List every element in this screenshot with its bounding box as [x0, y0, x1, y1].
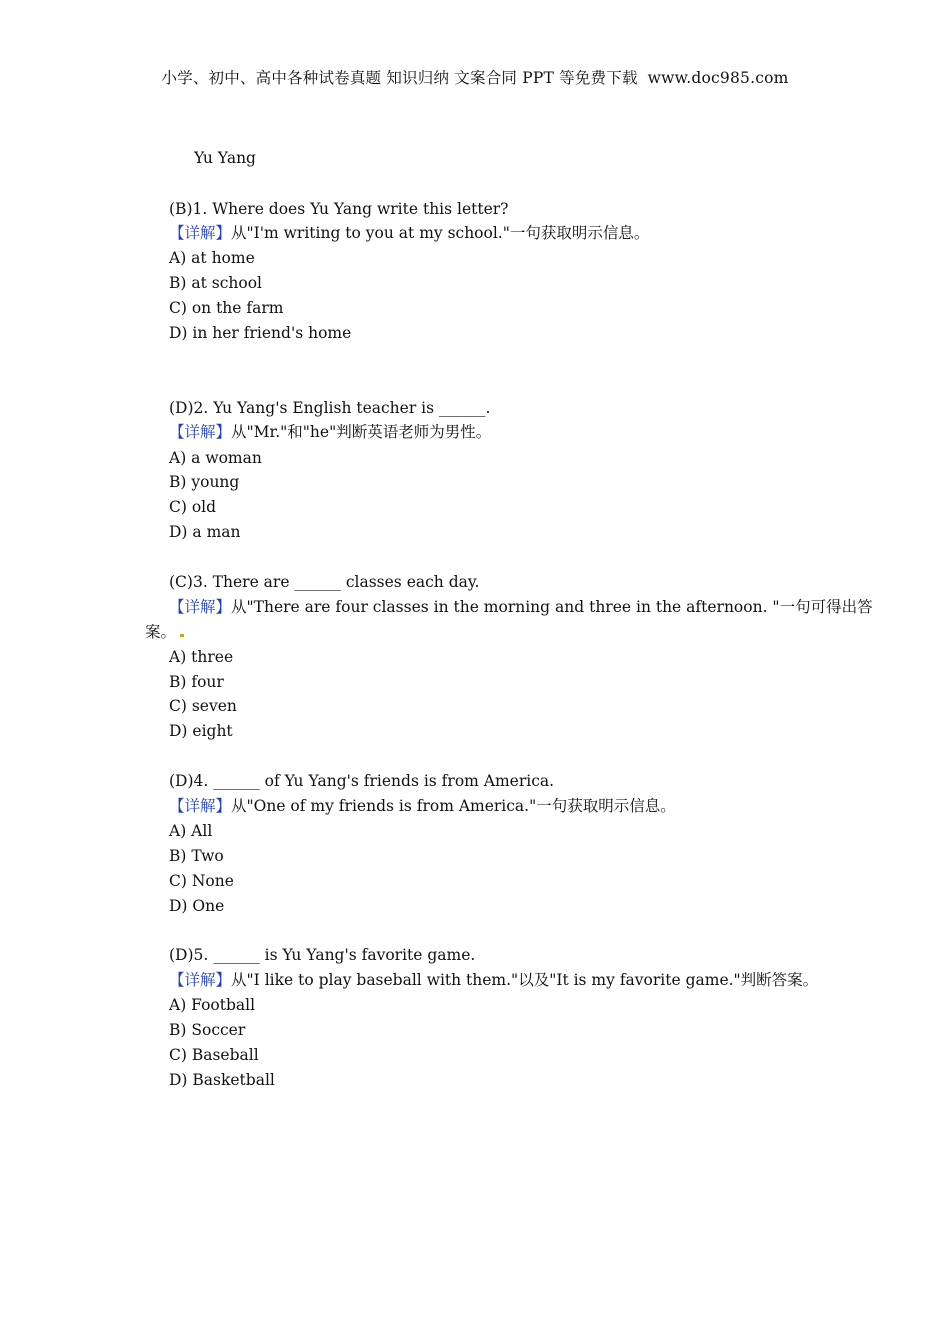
explanation-tag: 【详解】 — [169, 797, 232, 815]
explanation-text-cont: 案。 — [145, 623, 177, 641]
answer-option: B) at school — [169, 274, 262, 292]
question-explanation — [169, 796, 676, 816]
answer-option: A) All — [169, 822, 213, 840]
answer-option: B) four — [169, 673, 224, 691]
answer-option: B) Soccer — [169, 1021, 246, 1039]
answer-option: D) in her friend's home — [169, 324, 352, 342]
answer-option: A) Football — [169, 996, 256, 1014]
header-site[interactable]: www.doc985.com — [647, 69, 789, 87]
answer-option: C) None — [169, 872, 234, 890]
answer-option: A) three — [169, 648, 234, 666]
answer-option: B) Two — [169, 847, 224, 865]
answer-option: D) a man — [169, 523, 241, 541]
answer-option: D) One — [169, 897, 225, 915]
question-stem: (D)4. ______ of Yu Yang's friends is from America. — [169, 772, 555, 790]
question-explanation — [169, 223, 649, 243]
question-explanation — [169, 970, 818, 990]
answer-option: D) Basketball — [169, 1071, 275, 1089]
letter-signature: Yu Yang — [194, 149, 256, 167]
question-stem: (D)5. ______ is Yu Yang's favorite game. — [169, 946, 476, 964]
mark-dot — [180, 634, 184, 637]
explanation-text: 从"I'm writing to you at my school."一句获取明示信息。 — [231, 224, 650, 242]
explanation-text: 从"Mr."和"he"判断英语老师为男性。 — [231, 423, 492, 441]
page-header — [0, 66, 950, 88]
header-text: 小学、初中、高中各种试卷真题 知识归纳 文案合同 PPT 等免费下载 — [161, 69, 638, 87]
answer-option: B) young — [169, 473, 240, 491]
explanation-text: 从"There are four classes in the morning and three in the afternoon. "一句可得出答 — [231, 598, 873, 616]
answer-option: C) Baseball — [169, 1046, 259, 1064]
explanation-tag: 【详解】 — [169, 224, 232, 242]
question-explanation — [169, 422, 491, 442]
explanation-tag: 【详解】 — [169, 971, 232, 989]
explanation-tag: 【详解】 — [169, 423, 232, 441]
answer-option: D) eight — [169, 722, 233, 740]
explanation-text: 从"One of my friends is from America."一句获取明示信息。 — [231, 797, 676, 815]
question-explanation — [169, 597, 873, 617]
question-stem: (B)1. Where does Yu Yang write this letter? — [169, 200, 509, 218]
explanation-text: 从"I like to play baseball with them."以及"It is my favorite game."判断答案。 — [231, 971, 819, 989]
answer-option: C) seven — [169, 697, 237, 715]
answer-option: A) at home — [169, 249, 255, 267]
question-stem: (D)2. Yu Yang's English teacher is ______. — [169, 399, 491, 417]
answer-option: C) on the farm — [169, 299, 284, 317]
answer-option: A) a woman — [169, 449, 262, 467]
question-stem: (C)3. There are ______ classes each day. — [169, 573, 480, 591]
question-explanation-continued — [145, 622, 184, 642]
answer-option: C) old — [169, 498, 217, 516]
explanation-tag: 【详解】 — [169, 598, 232, 616]
